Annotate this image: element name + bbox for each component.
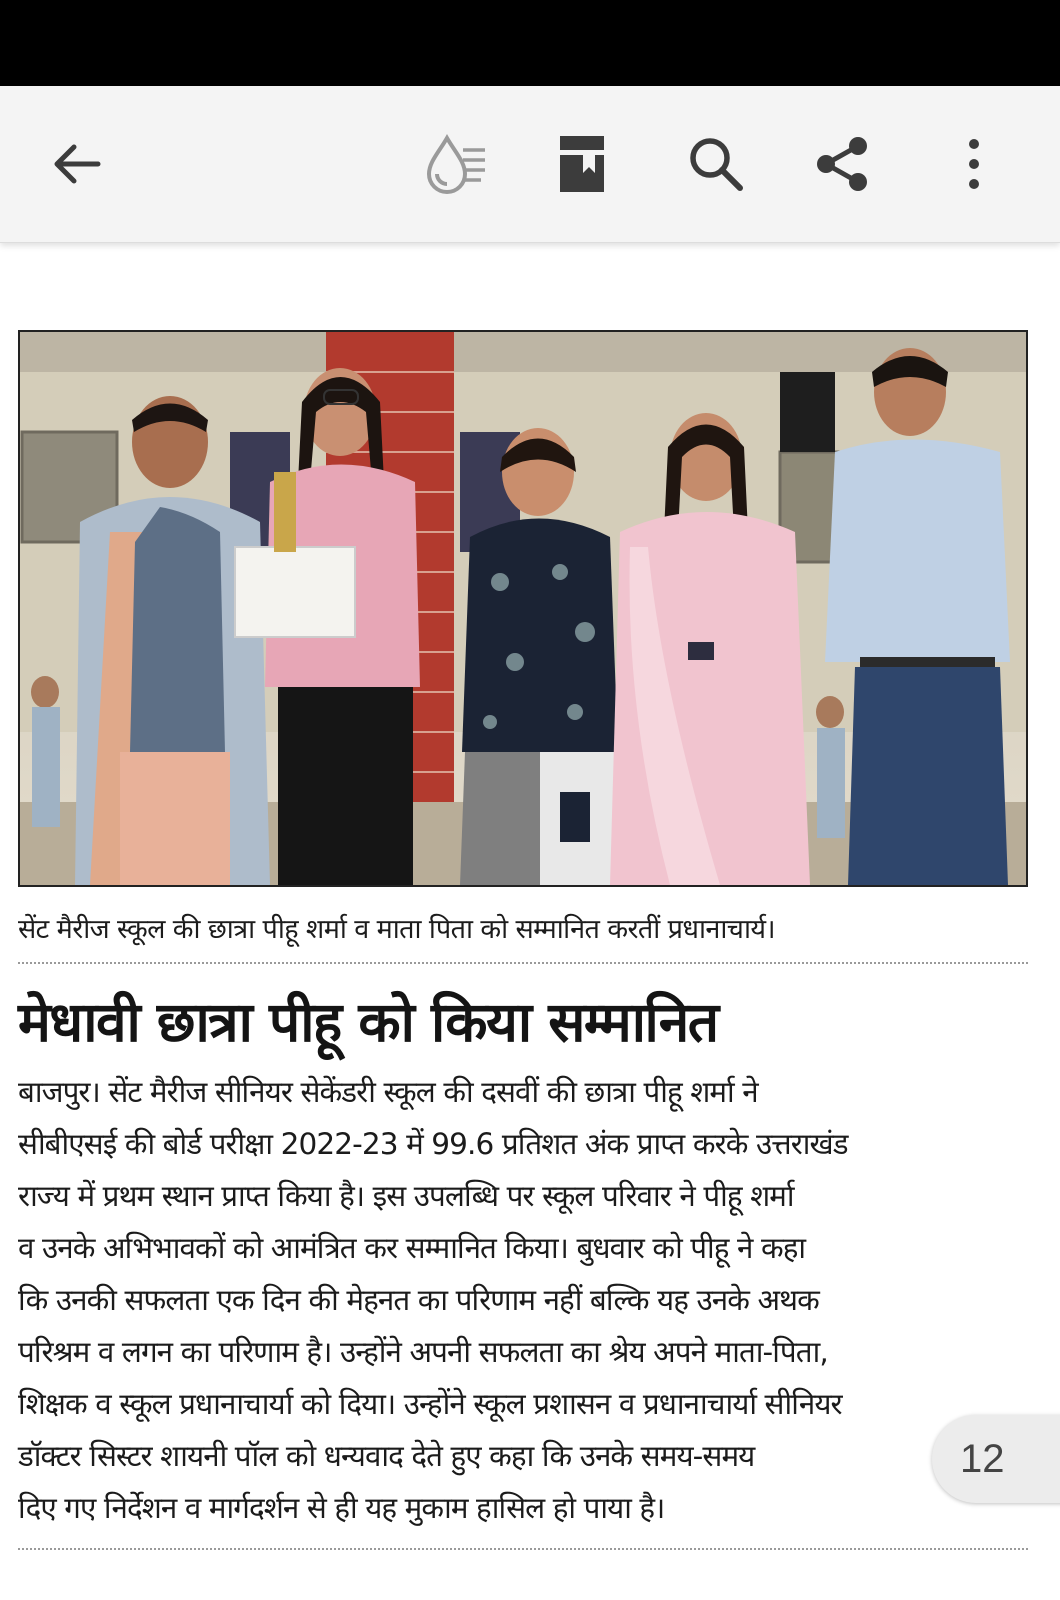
search-icon[interactable] (680, 128, 752, 200)
article-photo (18, 330, 1028, 887)
more-vert-icon[interactable] (938, 128, 1010, 200)
body-line: कि उनकी सफलता एक दिन की मेहनत का परिणाम नहीं बल्कि यह उनके अथक (18, 1283, 819, 1317)
page-number: 12 (960, 1436, 1005, 1481)
photo-caption: सेंट मैरीज स्कूल की छात्रा पीहू शर्मा व माता पिता को सम्मानित करतीं प्रधानाचार्य। (18, 909, 1028, 964)
body-line: सीबीएसई की बोर्ड परीक्षा 2022-23 में 99.6 प्रतिशत अंक प्राप्त करके उत्तराखंड (18, 1127, 848, 1161)
back-arrow-icon[interactable] (40, 128, 112, 200)
status-bar (0, 0, 1060, 86)
text-size-drop-icon[interactable] (418, 128, 490, 200)
share-icon[interactable] (806, 128, 878, 200)
bookmark-page-icon[interactable] (546, 128, 618, 200)
page-number-indicator[interactable] (932, 1415, 1060, 1503)
newspaper-article (18, 330, 1030, 1550)
body-line: बाजपुर। सेंट मैरीज सीनियर सेकेंडरी स्कूल की दसवीं की छात्रा पीहू शर्मा ने (18, 1075, 758, 1109)
bottom-divider (18, 1548, 1028, 1550)
article-body (18, 1066, 1018, 1534)
app-toolbar (0, 86, 1060, 243)
body-line: शिक्षक व स्कूल प्रधानाचार्या को दिया। उन्होंने स्कूल प्रशासन व प्रधानाचार्या सीनियर (18, 1387, 842, 1421)
body-line: व उनके अभिभावकों को आमंत्रित कर सम्मानित किया। बुधवार को पीहू ने कहा (18, 1231, 806, 1265)
body-line: डॉक्टर सिस्टर शायनी पॉल को धन्यवाद देते हुए कहा कि उनके समय-समय (18, 1439, 755, 1473)
body-line: राज्य में प्रथम स्थान प्राप्त किया है। इस उपलब्धि पर स्कूल परिवार ने पीहू शर्मा (18, 1179, 794, 1213)
body-line: परिश्रम व लगन का परिणाम है। उन्होंने अपनी सफलता का श्रेय अपने माता-पिता, (18, 1335, 828, 1369)
body-line: दिए गए निर्देशन व मार्गदर्शन से ही यह मुकाम हासिल हो पाया है। (18, 1491, 665, 1525)
article-headline: मेधावी छात्रा पीहू को किया सम्मानित (18, 990, 718, 1054)
